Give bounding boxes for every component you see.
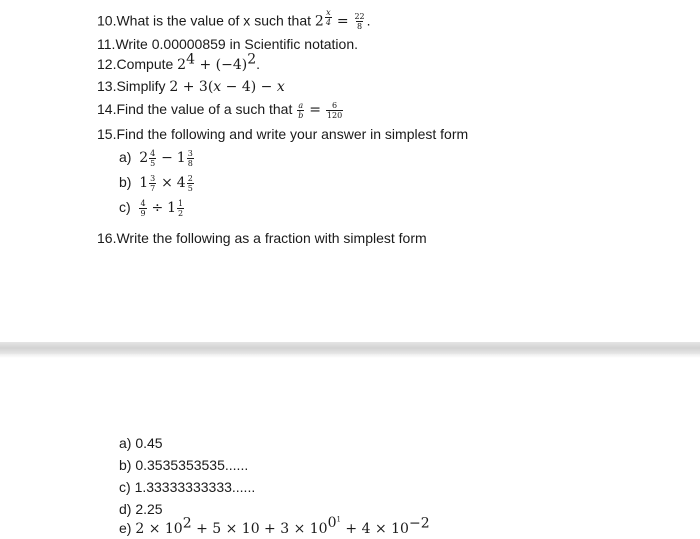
equals-sign: =	[336, 13, 349, 30]
question-15-part-c: c) $\frac{4}{9}$ ÷ 1 $\frac{1}{2}$	[119, 198, 184, 218]
question-13: 13.Simplify 2 + 3(x − 4) − x	[97, 78, 285, 95]
question-14	[97, 99, 344, 120]
item-value: 1.33333333333......	[134, 479, 256, 495]
part-label: a)	[119, 149, 132, 165]
question-text: Write 0.00000859 in Scientific notation.	[115, 36, 358, 52]
question-text: Simplify	[116, 78, 170, 94]
question-text: What is the value of x such that	[116, 12, 315, 29]
question-12: 12.Compute $2^4 + (-4)^2$.	[97, 51, 261, 73]
mixed-number-fraction: $\frac{2}{5}$	[187, 173, 193, 193]
question-16-item-c	[119, 477, 255, 497]
fraction: $\frac{4}{9}$	[140, 198, 146, 218]
part-label: b)	[119, 457, 132, 473]
question-number: 10.	[97, 12, 117, 29]
power-base: 2	[314, 13, 324, 30]
question-number: 12.	[97, 56, 117, 72]
part-label: e)	[119, 520, 132, 536]
question-number: 16.	[97, 230, 117, 246]
lhs-fraction: $\frac{a}{b}$	[298, 100, 304, 120]
question-text: Find the following and write your answer in simplest form	[116, 126, 469, 142]
operator: −	[161, 150, 173, 166]
question-number: 14.	[97, 101, 117, 117]
question-number: 13.	[97, 78, 117, 94]
exponent-fraction: x 4	[325, 8, 331, 27]
question-number: 11.	[97, 36, 116, 52]
part-label: d)	[119, 501, 132, 517]
question-16-item-a	[119, 433, 163, 453]
item-value: 0.3535353535......	[135, 457, 249, 473]
question-11	[97, 34, 358, 54]
rhs-fraction: $\frac{22}{8}$	[354, 12, 365, 32]
exponent: 4	[186, 51, 196, 68]
math-expression: 2 + 3(	[169, 79, 214, 95]
question-16-item-b	[119, 455, 248, 475]
mixed-number-fraction: $\frac{1}{2}$	[177, 198, 184, 218]
math-expression: 2 × 10	[135, 521, 183, 537]
question-15-part-a: a) 2 $\frac{4}{5}$ − 1 $\frac{3}{8}$	[119, 148, 193, 168]
mixed-number-fraction: $\frac{4}{5}$	[150, 148, 156, 168]
part-label: c)	[119, 199, 131, 215]
rhs-fraction: $\frac{6}{120}$	[326, 100, 343, 120]
page-divider	[0, 342, 700, 354]
item-value: 0.45	[135, 435, 163, 451]
question-10: 10.What is the value of x such that 2 $^{\frac{x}{4}}$ = $\frac{22}{8}$ .	[97, 8, 371, 32]
operator: ÷	[151, 200, 164, 216]
question-text: Compute	[116, 56, 178, 72]
mixed-number-fraction: $\frac{3}{8}$	[187, 148, 193, 168]
part-label: c)	[119, 479, 131, 495]
question-text: Find the value of a such that	[116, 101, 297, 117]
question-16	[97, 228, 427, 248]
mixed-number-fraction: $\frac{3}{7}$	[150, 173, 156, 193]
question-15-part-b: b) 1 $\frac{3}{7}$ × 4 $\frac{2}{5}$	[119, 173, 193, 193]
operator: ×	[161, 175, 173, 191]
power-base: 2	[177, 57, 187, 73]
question-text: Write the following as a fraction with simplest form	[116, 230, 427, 246]
question-16-item-d	[119, 499, 163, 519]
exponent: 2	[247, 51, 257, 68]
question-15	[97, 124, 468, 144]
part-label: b)	[119, 174, 132, 190]
question-16-item-e: e) $2 \times 10^2 + 5 \times 10 + 3 \times 10^{0^1} + 4 \times 10^{-2}$	[119, 515, 430, 537]
item-value: 2.25	[135, 501, 163, 517]
page-divider-shadow	[0, 354, 700, 358]
equals-sign: =	[309, 102, 321, 118]
part-label: a)	[119, 435, 132, 451]
power-base: (−4)	[215, 57, 248, 73]
question-number: 15.	[97, 126, 117, 142]
